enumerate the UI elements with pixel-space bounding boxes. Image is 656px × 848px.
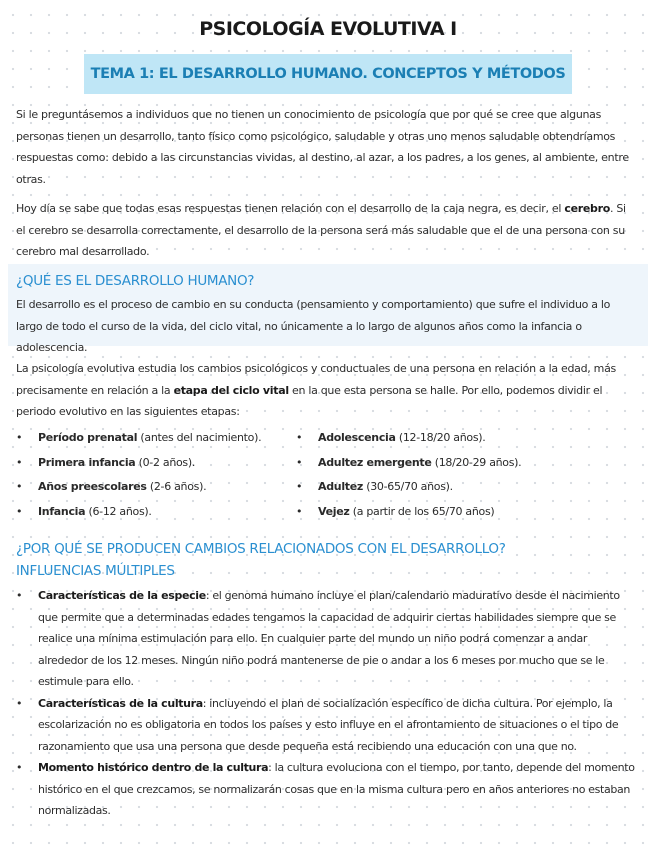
bullet: • bbox=[16, 761, 23, 774]
list-item bbox=[16, 475, 296, 500]
list-item bbox=[16, 451, 296, 476]
stage-name: Vejez bbox=[318, 504, 350, 518]
intro-p2-before: Hoy día se sabe que todas esas respuestas tienen relación con el desarrollo de la caja negra, es decir, el bbox=[16, 202, 565, 215]
influence-detail: : incluyendo el plan de socialización específico de dicha cultura. Por ejemplo, la escolarización no es obligatoria en todos los países y esto influye en el afrontamiento de situaciones o el tipo de razonamiento que usa una persona que desde pequeña está recibiendo una educación con una que no. bbox=[38, 696, 619, 753]
stage-name: Años preescolares bbox=[38, 480, 147, 493]
section2-heading-line1: ¿POR QUÉ SE PRODUCEN CAMBIOS RELACIONADOS CON EL DESARROLLO? bbox=[16, 541, 506, 557]
stage-detail: (30-65/70 años). bbox=[363, 480, 453, 493]
influence-detail: : el genoma humano incluye el plan/calendario madurativo desde el nacimiento que permite que a determinadas edades tengamos la capacidad de adquirir ciertas habilidades siempre que se realice una mínima estimulación para ello. En cualquier parte del mundo un niño podrá comenzar a andar alrededor de los 12 meses. Ningún niño podrá mantenerse de pie o andar a los 6 meses por mucho que se le estimule para ello. bbox=[38, 589, 620, 688]
section1-heading: ¿QUÉ ES EL DESARROLLO HUMANO? bbox=[16, 273, 255, 289]
evolutiva-after: en la que esta persona se halle. Por ello, podemos dividir el periodo evolutivo en las siguientes etapas: bbox=[16, 383, 603, 418]
stage-detail: (0-2 años). bbox=[135, 455, 196, 469]
stage-detail: (12-18/20 años). bbox=[395, 431, 486, 444]
bullet: • bbox=[296, 480, 303, 493]
intro-paragraph-1: Si le preguntásemos a individuos que no tienen un conocimiento de psicología que por qué se cree que algunas personas tienen un desarrollo, tanto físico como psicológico, saludable y otras uno menos saludable obtendríamos respuestas como: debido a las circunstancias vividas, al destino, al azar, a los padres, a los genes, al ambiente, entre otras. bbox=[16, 108, 629, 186]
bullet: • bbox=[16, 480, 23, 493]
influence-name: Características de la especie bbox=[38, 589, 206, 602]
list-item bbox=[16, 757, 638, 822]
list-item bbox=[16, 585, 638, 693]
stage-detail: (18/20-29 años). bbox=[431, 455, 522, 469]
evolutiva-paragraph bbox=[16, 358, 638, 423]
list-item bbox=[296, 475, 636, 500]
influences-list bbox=[16, 585, 638, 822]
list-item bbox=[296, 451, 636, 476]
section1-text: El desarrollo es el proceso de cambio en su conducta (pensamiento y comportamiento) que sufre el individuo a lo largo de todo el curso de la vida, del ciclo vital, no únicamente a lo largo de algunos años como la infancia o adolescencia. bbox=[16, 298, 611, 354]
stage-name: Infancia bbox=[38, 504, 86, 518]
evolutiva-bold: etapa del ciclo vital bbox=[173, 383, 289, 397]
bullet: • bbox=[296, 431, 303, 444]
stage-detail: (antes del nacimiento). bbox=[137, 431, 262, 444]
subtitle: TEMA 1: EL DESARROLLO HUMANO. CONCEPTOS Y MÉTODOS bbox=[90, 66, 566, 82]
list-item bbox=[296, 426, 636, 451]
list-item bbox=[16, 693, 638, 758]
bullet: • bbox=[296, 455, 303, 469]
stage-detail: (a partir de los 65/70 años) bbox=[349, 504, 495, 518]
influence-name: Características de la cultura bbox=[38, 696, 203, 710]
section2-heading-line2: INFLUENCIAS MÚLTIPLES bbox=[16, 563, 175, 579]
stage-detail: (2-6 años). bbox=[146, 480, 207, 493]
list-item bbox=[16, 426, 296, 451]
stage-name: Período prenatal bbox=[38, 431, 138, 444]
stages-left-column bbox=[16, 426, 296, 524]
bullet: • bbox=[16, 589, 23, 602]
stage-name: Adultez emergente bbox=[318, 455, 432, 469]
bullet: • bbox=[16, 696, 23, 710]
subtitle-banner bbox=[84, 54, 572, 94]
stage-name: Adolescencia bbox=[318, 431, 396, 444]
bullet: • bbox=[16, 455, 23, 469]
intro-p2-after: . Si el cerebro se desarrolla correctamente, el desarrollo de la persona será más saludable que el de una persona con su cerebro mal desarrollado. bbox=[16, 202, 626, 258]
intro-paragraph-2 bbox=[16, 198, 638, 263]
bullet: • bbox=[16, 504, 23, 518]
evolutiva-before: La psicología evolutiva estudia los cambios psicológicos y conductuales de una persona en relación a la edad, más precisamente en relación a la bbox=[16, 362, 616, 397]
list-item bbox=[16, 500, 296, 525]
bullet: • bbox=[296, 504, 303, 518]
stages-list bbox=[16, 426, 638, 524]
stage-name: Adultez bbox=[318, 480, 364, 493]
bullet: • bbox=[16, 431, 23, 444]
list-item bbox=[296, 500, 636, 525]
stages-right-column bbox=[296, 426, 636, 524]
stage-detail: (6-12 años). bbox=[85, 504, 152, 518]
intro-p2-bold: cerebro bbox=[564, 202, 610, 215]
stage-name: Primera infancia bbox=[38, 455, 136, 469]
document-title: PSICOLOGÍA EVOLUTIVA I bbox=[199, 18, 457, 40]
influence-detail: : la cultura evoluciona con el tiempo, por tanto, depende del momento histórico en el que crezcamos, se normalizarán cosas que en la misma cultura pero en años anteriores no estaban normalizadas. bbox=[38, 761, 635, 817]
influence-name: Momento histórico dentro de la cultura bbox=[38, 761, 269, 774]
